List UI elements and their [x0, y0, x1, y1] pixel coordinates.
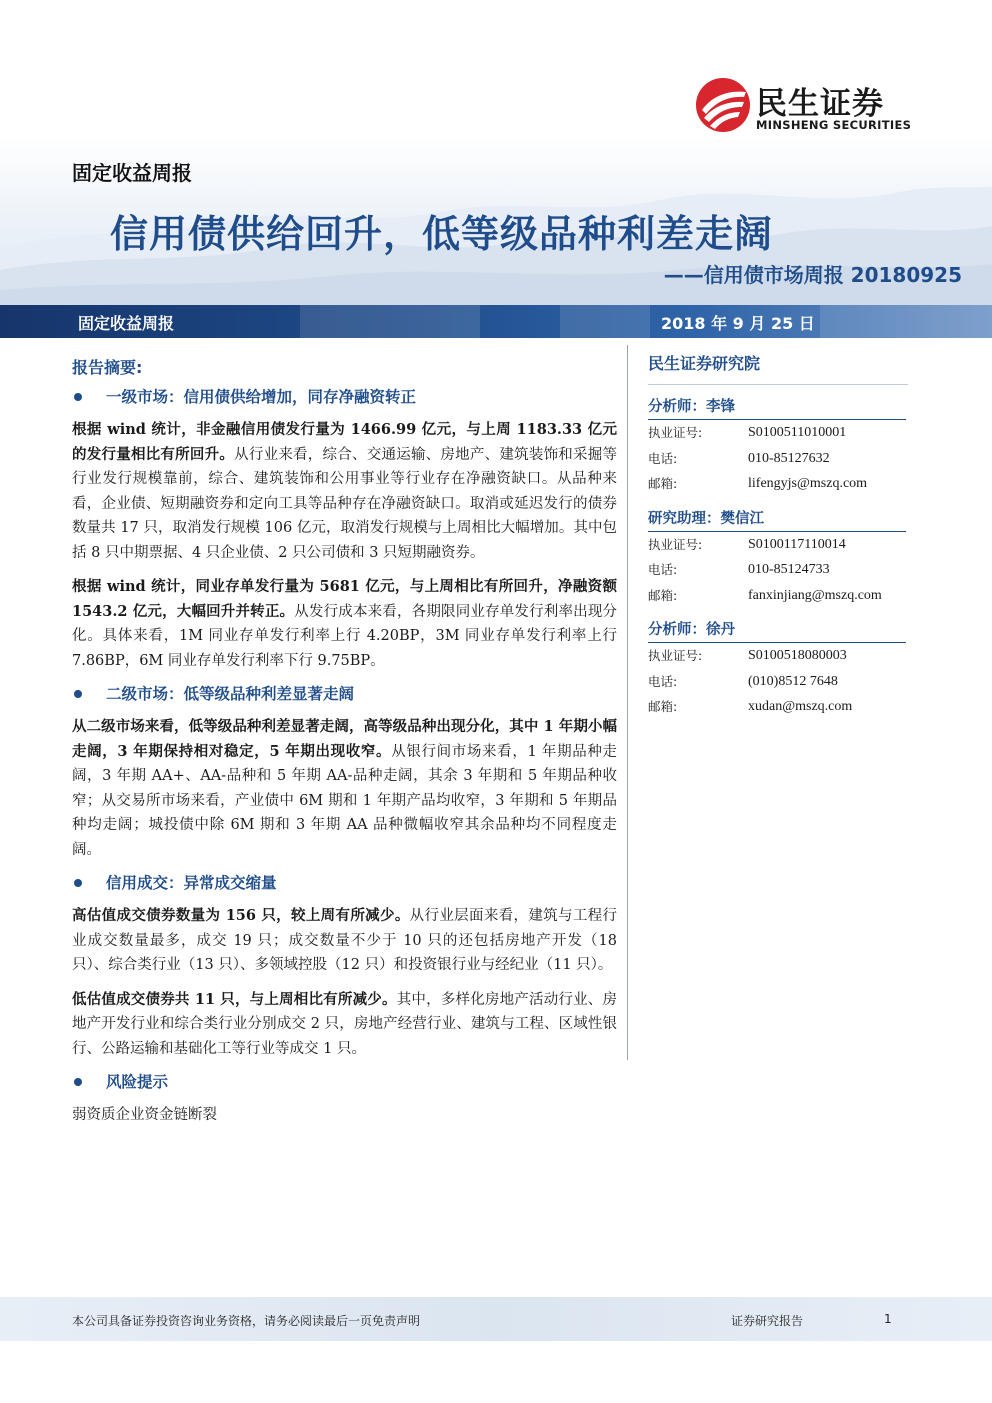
section-heading-text: 信用成交：异常成交缩量 [106, 874, 277, 892]
section-heading-secondary-market [72, 683, 617, 705]
cert-number: S0100511010001 [748, 425, 847, 440]
paragraph-lead: 高估值成交债券数量为 156 只，较上周有所减少。 [72, 907, 410, 924]
footer-disclaimer: 本公司具备证券投资咨询业务资格，请务必阅读最后一页免责声明 [72, 1314, 421, 1328]
institute-name: 民生证券研究院 [648, 351, 908, 385]
analyst-name: 分析师：徐丹 [648, 618, 906, 643]
paragraph [72, 715, 617, 862]
column-divider [627, 345, 628, 1060]
analyst-name: 分析师：李锋 [648, 395, 906, 420]
paragraph [72, 988, 617, 1062]
section-heading-primary-market [72, 386, 617, 408]
page-footer [0, 1297, 992, 1341]
cert-row [648, 420, 910, 446]
paragraph-lead: 低估值成交债券共 11 只，与上周相比有所减少。 [72, 990, 397, 1008]
phone-label: 电话: [648, 562, 678, 577]
minsheng-logo-icon [694, 76, 752, 134]
paragraph-body: 其中，多样化房地产活动行业、房地产开发行业和综合类行业分别成交 2 只，房地产经营行业、建筑与工程、区域性银行、公路运输和基础化工等行业等成交 1 只。 [72, 991, 617, 1057]
paragraph-body: 从发行成本来看，各期限同业存单发行利率出现分化。具体来看，1M 同业存单发行利率上行 4.20BP，3M 同业存单发行利率上行 7.86BP，6M 同业存单发行利率下行 9.75BP。 [72, 603, 618, 669]
analyst-card [648, 618, 910, 720]
cert-row [648, 532, 910, 558]
paragraph [72, 418, 617, 565]
phone-number: (010)8512 7648 [748, 673, 838, 689]
cert-row [648, 643, 910, 669]
paragraph [72, 904, 617, 978]
report-subtitle: ——信用债市场周报 20180925 [663, 263, 962, 287]
cert-number: S0100117110014 [748, 536, 846, 552]
paragraph [72, 575, 617, 673]
email-link[interactable]: lifengyjs@mszq.com [748, 476, 868, 491]
section-heading-text: 二级市场：低等级品种利差显著走阔 [106, 685, 355, 703]
section-heading-text: 一级市场：信用债供给增加，同存净融资转正 [106, 388, 417, 406]
phone-number: 010-85127632 [748, 450, 830, 466]
page-number: 1 [884, 1312, 892, 1326]
bullet-icon [74, 879, 82, 887]
logo-chinese-name: 民生证券 [756, 86, 884, 122]
bullet-icon [74, 393, 82, 401]
footer-label: 证券研究报告 [731, 1314, 804, 1328]
section-heading-credit-trading [72, 872, 617, 894]
band-report-type: 固定收益周报 [78, 314, 175, 333]
email-label: 邮箱: [648, 587, 678, 603]
phone-row [648, 557, 910, 583]
analyst-card [648, 507, 910, 609]
email-row [648, 694, 910, 720]
report-date: 2018 年 9 月 25 日 [661, 314, 815, 333]
report-summary [72, 345, 617, 1127]
header-band [0, 305, 992, 338]
phone-number: 010-85124733 [748, 562, 830, 577]
paragraph-lead: 根据 wind 统计，同业存单发行量为 5681 亿元，与上周相比有所回升，净融资额 1543.2 亿元，大幅回升并转正。 [72, 578, 617, 620]
summary-heading: 报告摘要: [72, 358, 143, 377]
paragraph-body: 从行业来看，综合、交通运输、房地产、建筑装饰和采掘等行业发行规模靠前，综合、建筑装饰和公用事业等行业存在净融资缺口。从品种来看，企业债、短期融资券和定向工具等品种存在净融资缺口。取消或延迟发行的债券数量共 17 只，取消发行规模 106 亿元，取消发行规模与上周相比大幅增加。其中包括 8 只中期票据、4 只企业债、2 只公司债和 3 只短期融资券。 [72, 446, 618, 561]
bullet-icon [74, 1078, 82, 1086]
risk-text: 弱资质企业资金链断裂 [72, 1107, 217, 1123]
email-label: 邮箱: [648, 699, 678, 714]
cert-label: 执业证号: [648, 425, 703, 440]
phone-label: 电话: [648, 450, 678, 466]
paragraph-body: 从银行间市场来看，1 年期品种走阔，3 年期 AA+、AA-品种和 5 年期 AA-品种走阔，其余 3 年期和 5 年期品种收窄；从交易所市场来看，产业债中 6M 期和 1 年期产品均收窄，3 年期和 5 年期品种均走阔；城投债中除 6M 期和 3 年期 AA 品种微幅收窄其余品种均不同程度走阔。 [72, 743, 617, 858]
report-title: 信用债供给回升，低等级品种利差走阔 [110, 212, 774, 256]
analyst-sidebar [648, 345, 910, 720]
analyst-name: 研究助理：樊信江 [648, 507, 906, 532]
report-header [0, 0, 992, 305]
document-type: 固定收益周报 [72, 161, 192, 185]
paragraph-body: 从行业层面来看，建筑与工程行业成交数量最多，成交 19 只；成交数量不少于 10 只的还包括房地产开发（18 只）、综合类行业（13 只）、多领域控股（12 只）和投资银行业与经纪业（11 只）。 [72, 908, 617, 973]
phone-row [648, 669, 910, 695]
phone-label: 电话: [648, 673, 678, 689]
cert-number: S0100518080003 [748, 648, 847, 663]
section-heading-text: 风险提示 [106, 1073, 169, 1091]
logo-english-name: MINSHENG SECURITIES [756, 118, 912, 132]
company-logo [694, 76, 924, 136]
email-label: 邮箱: [648, 476, 678, 491]
cert-label: 执业证号: [648, 648, 703, 663]
email-link[interactable]: fanxinjiang@mszq.com [748, 587, 882, 603]
bullet-icon [74, 690, 82, 698]
paragraph-lead: 从二级市场来看，低等级品种利差显著走阔，高等级品种出现分化，其中 1 年期小幅走阔，3 年期保持相对稳定，5 年期出现收窄。 [72, 718, 617, 760]
email-row [648, 583, 910, 609]
paragraph-lead: 根据 wind 统计，非金融信用债发行量为 1466.99 亿元，与上周 1183.33 亿元的发行量相比有所回升。 [72, 421, 617, 463]
cert-label: 执业证号: [648, 536, 703, 552]
email-row [648, 471, 910, 497]
section-heading-risk [72, 1071, 617, 1093]
email-link[interactable]: xudan@mszq.com [748, 699, 853, 714]
phone-row [648, 446, 910, 472]
analyst-card [648, 395, 910, 497]
